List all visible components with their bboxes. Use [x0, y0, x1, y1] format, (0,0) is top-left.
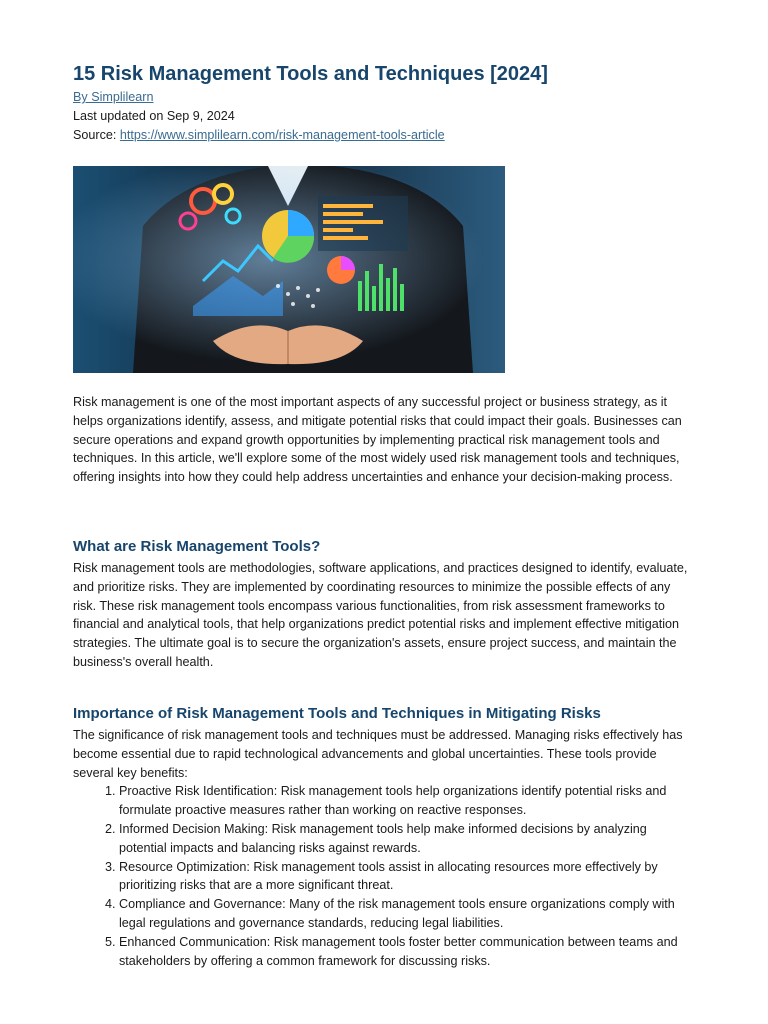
list-item: 2. Informed Decision Making: Risk management tools help make informed decisions by analyzing potential impacts and balancing risks against rewards. [119, 820, 695, 858]
intro-paragraph: Risk management is one of the most important aspects of any successful project or business strategy, as it helps organizations identify, assess, and mitigate potential risks that could impact their goals. Businesses can secure operations and expand growth opportunities by implementing practical risk management tools and techniques. In this article, we'll explore some of the most widely used risk management tools and techniques, offering insights into how they could help address uncertainties and enhance your decision-making process. [73, 395, 682, 485]
section-what-are-tools [73, 537, 695, 672]
benefits-list [73, 782, 695, 970]
source-line [73, 126, 695, 145]
section-importance [73, 704, 695, 970]
source-label: Source: [73, 128, 120, 142]
last-updated: Last updated on Sep 9, 2024 [73, 109, 235, 123]
section-paragraph: Risk management tools are methodologies, software applications, and practices designed to identify, evaluate, and prioritize risks. They are implemented by coordinating resources to minimize the possible effects of any risk. These risk management tools encompass various functionalities, from risk assessment frameworks to financial and analytical tools, that help organizations predict potential risks and implement effective mitigation strategies. The ultimate goal is to secure the organization's assets, ensure project success, and maintain the business's overall health. [73, 561, 688, 669]
article [73, 60, 695, 968]
hero-image [73, 166, 505, 373]
list-item: 4. Compliance and Governance: Many of the risk management tools ensure organizations comply with legal regulations and governance standards, reducing legal liabilities. [119, 895, 695, 933]
author-link[interactable]: By Simplilearn [73, 90, 154, 104]
list-item: 1. Proactive Risk Identification: Risk management tools help organizations identify potential risks and formulate proactive measures rather than working on reactive responses. [119, 782, 695, 820]
section-paragraph: The significance of risk management tools and techniques must be addressed. Managing risks effectively has become essential due to rapid technological advancements and global uncertainties. These tools provide several key benefits: [73, 728, 683, 780]
section-heading: Importance of Risk Management Tools and Techniques in Mitigating Risks [73, 705, 601, 722]
section-heading: What are Risk Management Tools? [73, 538, 321, 555]
list-item: 3. Resource Optimization: Risk management tools assist in allocating resources more effectively by prioritizing risks that are a more significant threat. [119, 858, 695, 896]
article-meta [73, 88, 695, 145]
article-title: 15 Risk Management Tools and Techniques [2024] [73, 63, 548, 85]
source-link[interactable]: https://www.simplilearn.com/risk-management-tools-article [119, 128, 445, 142]
list-item: 5. Enhanced Communication: Risk management tools foster better communication between teams and stakeholders by offering a common framework for discussing risks. [119, 933, 695, 971]
